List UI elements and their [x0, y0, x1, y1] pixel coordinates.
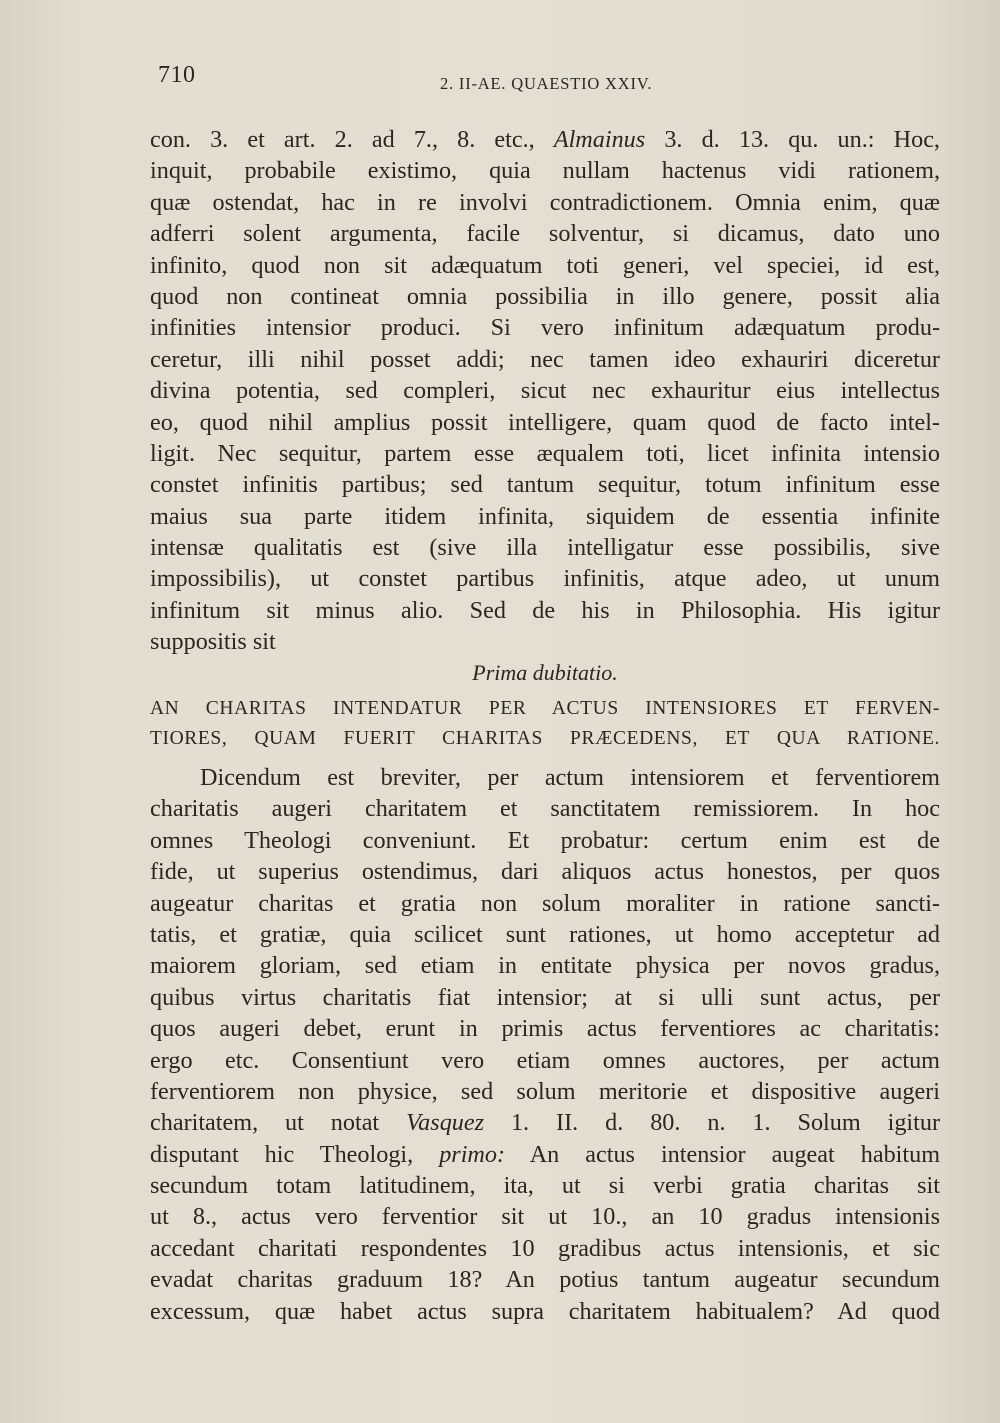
page-header [150, 58, 940, 98]
page-number: 710 [158, 62, 196, 88]
text-line: quos augeri debet, erunt in primis actus ferventiores ac charitatis: [150, 1015, 940, 1043]
text-line: augeatur charitas et gratia non solum moraliter in ratione sancti- [150, 889, 940, 917]
heading-line: TIORES, QUAM FUERIT CHARITAS PRÆCEDENS, ET QUA RATIONE. [150, 728, 940, 749]
text-line: maiorem gloriam, sed etiam in entitate physica per novos gradus, [150, 952, 940, 980]
text-line: divina potentia, sed compleri, sicut nec exhauritur eius intellectus [150, 377, 940, 405]
section-heading [150, 694, 940, 754]
text-line: tatis, et gratiæ, quia scilicet sunt rationes, ut homo acceptetur ad [150, 920, 940, 948]
text-line: omnes Theologi conveniunt. Et probatur: certum enim est de [150, 826, 940, 854]
text-line: infinitum sit minus alio. Sed de his in Philosophia. His igitur [150, 596, 940, 624]
text-line: secundum totam latitudinem, ita, ut si verbi gratia charitas sit [150, 1172, 940, 1200]
text-line: quæ ostendat, hac in re involvi contradictionem. Omnia enim, quæ [150, 188, 940, 216]
text-line: ferventiorem non physice, sed solum meritorie et dispositive augeri [150, 1077, 940, 1105]
text-line: quibus virtus charitatis fiat intensior; at si ulli sunt actus, per [150, 983, 940, 1011]
emphasis-primo: primo: [439, 1140, 506, 1168]
text-line: charitatem, ut notat Vasquez 1. II. d. 80. n. 1. Solum igitur [150, 1109, 941, 1137]
text-line: maius sua parte itidem infinita, siquidem de essentia infinite [150, 502, 940, 530]
text-line: suppositis sit [150, 628, 276, 656]
text-line: infinities intensior produci. Si vero infinitum adæquatum produ- [150, 314, 940, 342]
text-line: con. 3. et art. 2. ad 7., 8. etc., Almainus 3. d. 13. qu. un.: Hoc, [150, 126, 940, 153]
text-line: intensæ qualitatis est (sive illa intelligatur esse possibilis, sive [150, 534, 940, 562]
text-line: quod non contineat omnia possibilia in illo genere, possit alia [150, 282, 940, 310]
text-line: ligit. Nec sequitur, partem esse æqualem toti, licet infinita intensio [150, 439, 940, 467]
text-line: ergo etc. Consentiunt vero etiam omnes auctores, per actum [150, 1046, 940, 1074]
section-subtitle: Prima dubitatio. [472, 660, 618, 685]
text-line: ceretur, illi nihil posset addi; nec tamen ideo exhauriri diceretur [150, 345, 940, 373]
paragraph-continuation [150, 124, 940, 658]
author-name-almainus: Almainus [553, 126, 646, 153]
text-line: infinito, quod non sit adæquatum toti generi, vel speciei, id est, [150, 251, 940, 279]
text-line: eo, quod nihil amplius possit intelligere, quam quod de facto intel- [150, 408, 940, 436]
text-line: Dicendum est breviter, per actum intensiorem et ferventiorem [200, 764, 940, 791]
heading-line: AN CHARITAS INTENDATUR PER ACTUS INTENSIORES ET FERVEN- [150, 698, 940, 719]
text-line: disputant hic Theologi, primo: An actus intensior augeat habitum [150, 1140, 941, 1168]
author-name-vasquez: Vasquez [406, 1109, 485, 1137]
text-line: fide, ut superius ostendimus, dari aliquos actus honestos, per quos [150, 858, 940, 886]
paragraph-main [150, 762, 940, 1327]
text-line: ut 8., actus vero ferventior sit ut 10., an 10 gradus intensionis [150, 1203, 940, 1231]
text-line: excessum, quæ habet actus supra charitatem habitualem? Ad quod [150, 1297, 940, 1325]
text-line: impossibilis), ut constet partibus infinitis, atque adeo, ut unum [150, 565, 940, 593]
text-line: evadat charitas graduum 18? An potius tantum augeatur secundum [150, 1266, 940, 1294]
text-line: adferri solent argumenta, facile solventur, si dicamus, dato uno [150, 220, 940, 248]
running-head: 2. II-AE. QUAESTIO XXIV. [440, 74, 653, 93]
text-line: accedant charitati respondentes 10 gradibus actus intensionis, et sic [150, 1234, 940, 1262]
text-line: charitatis augeri charitatem et sanctitatem remissiorem. In hoc [150, 795, 940, 823]
text-line: inquit, probabile existimo, quia nullam hactenus vidi rationem, [150, 157, 940, 185]
text-line: constet infinitis partibus; sed tantum sequitur, totum infinitum esse [150, 471, 940, 499]
